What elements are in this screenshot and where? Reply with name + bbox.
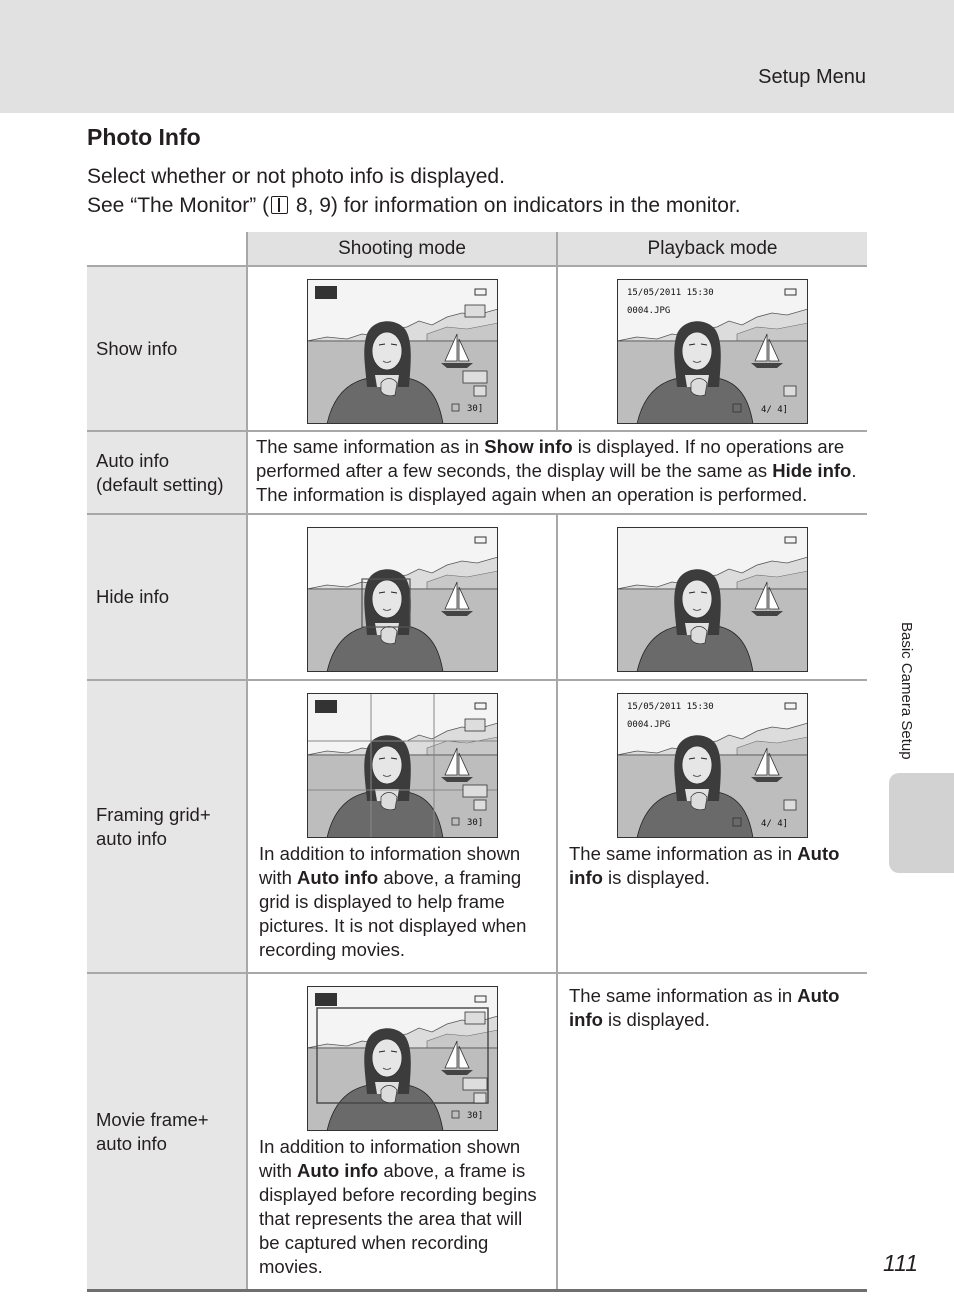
cell-movie-shooting	[247, 973, 557, 1291]
intro-line-2	[87, 191, 877, 220]
photo-info-table	[87, 232, 867, 1292]
shooting-screen-show-info	[307, 279, 498, 424]
playback-screen-show-info	[617, 279, 808, 424]
image-size-icon	[463, 1078, 487, 1090]
page-title: Photo Info	[87, 124, 201, 150]
cell-hide-shooting	[247, 514, 557, 680]
vr-icon	[465, 1012, 485, 1024]
row-label-auto-info-line2: (default setting)	[96, 473, 224, 495]
row-label-movie-frame-line1: Movie frame+	[96, 1108, 209, 1130]
cell-grid-shooting	[247, 680, 557, 973]
scene-mode-icon	[315, 700, 337, 713]
playback-file-name: 0004.JPG	[627, 306, 671, 316]
row-label-movie-frame	[87, 973, 247, 1291]
row-label-framing-grid-line1: Framing grid+	[96, 803, 211, 825]
playback-file-name: 0004.JPG	[627, 720, 671, 730]
intro-line-2-start: See “The Monitor” (	[87, 194, 270, 217]
exposures-remaining: 30]	[466, 1111, 483, 1121]
playback-screen-framing-grid	[617, 693, 808, 838]
cell-movie-playback	[557, 973, 867, 1291]
grid-shooting-description: In addition to information shown with Auto info above, a framing grid is displayed to help frame pictures. It is not displayed when recording movies.	[259, 843, 527, 960]
row-label-framing-grid	[87, 680, 247, 973]
movie-playback-description: The same information as in Auto info is displayed.	[569, 985, 840, 1030]
playback-screen-hide-info	[617, 527, 808, 672]
cell-grid-playback	[557, 680, 867, 973]
grid-playback-description: The same information as in Auto info is displayed.	[569, 843, 840, 888]
column-header-shooting: Shooting mode	[247, 232, 557, 266]
side-tab	[889, 773, 954, 873]
image-size-icon	[463, 371, 487, 383]
table-row-movie-frame	[87, 973, 867, 1291]
table-row-show-info	[87, 266, 867, 431]
movie-shooting-description: In addition to information shown with Auto info above, a frame is displayed before recording begins that represents the area that will be captured when recording movies.	[259, 1136, 537, 1277]
playback-date-time: 15/05/2011 15:30	[627, 288, 714, 298]
row-label-movie-frame-line2: auto info	[96, 1132, 167, 1154]
frame-counter: 4/ 4]	[761, 819, 789, 829]
shooting-screen-movie-frame	[307, 986, 498, 1131]
page-header	[0, 0, 954, 113]
image-mode-icon	[784, 800, 796, 810]
memory-icon	[474, 1093, 486, 1103]
intro-line-2-end: 8, 9) for information on indicators in the monitor.	[290, 194, 741, 217]
book-reference-icon	[271, 196, 288, 214]
row-label-framing-grid-line2: auto info	[96, 827, 167, 849]
shooting-screen-framing-grid	[307, 693, 498, 838]
exposures-remaining: 30]	[466, 818, 483, 828]
row-label-auto-info-line1: Auto info	[96, 449, 170, 471]
intro-line-1: Select whether or not photo info is displayed.	[87, 165, 505, 188]
scene-mode-icon	[315, 286, 337, 299]
page-number: 111	[883, 1250, 918, 1276]
column-header-playback: Playback mode	[557, 232, 867, 266]
scene-mode-icon	[315, 993, 337, 1006]
memory-icon	[474, 386, 486, 396]
playback-date-time: 15/05/2011 15:30	[627, 702, 714, 712]
cell-show-playback	[557, 266, 867, 431]
row-label-hide-info: Hide info	[87, 514, 247, 680]
row-label-auto-info	[87, 431, 247, 514]
shooting-screen-hide-info	[307, 527, 498, 672]
side-tab-label: Basic Camera Setup	[898, 622, 915, 760]
cell-auto-description: The same information as in Show info is displayed. If no operations are performed after a few seconds, the display will be the same as Hide info. The information is displayed again when an operation is performed.	[247, 431, 867, 514]
cell-show-shooting	[247, 266, 557, 431]
table-row-hide-info	[87, 514, 867, 680]
exposures-remaining: 30]	[466, 404, 483, 414]
image-size-icon	[463, 785, 487, 797]
table-row-framing-grid	[87, 680, 867, 973]
frame-counter: 4/ 4]	[761, 405, 789, 415]
row-label-show-info: Show info	[87, 266, 247, 431]
cell-hide-playback	[557, 514, 867, 680]
section-title: Setup Menu	[758, 66, 866, 88]
memory-icon	[474, 800, 486, 810]
image-mode-icon	[784, 386, 796, 396]
vr-icon	[465, 719, 485, 731]
vr-icon	[465, 305, 485, 317]
table-corner	[87, 232, 247, 266]
intro-text	[87, 162, 877, 220]
table-row-auto-info	[87, 431, 867, 514]
